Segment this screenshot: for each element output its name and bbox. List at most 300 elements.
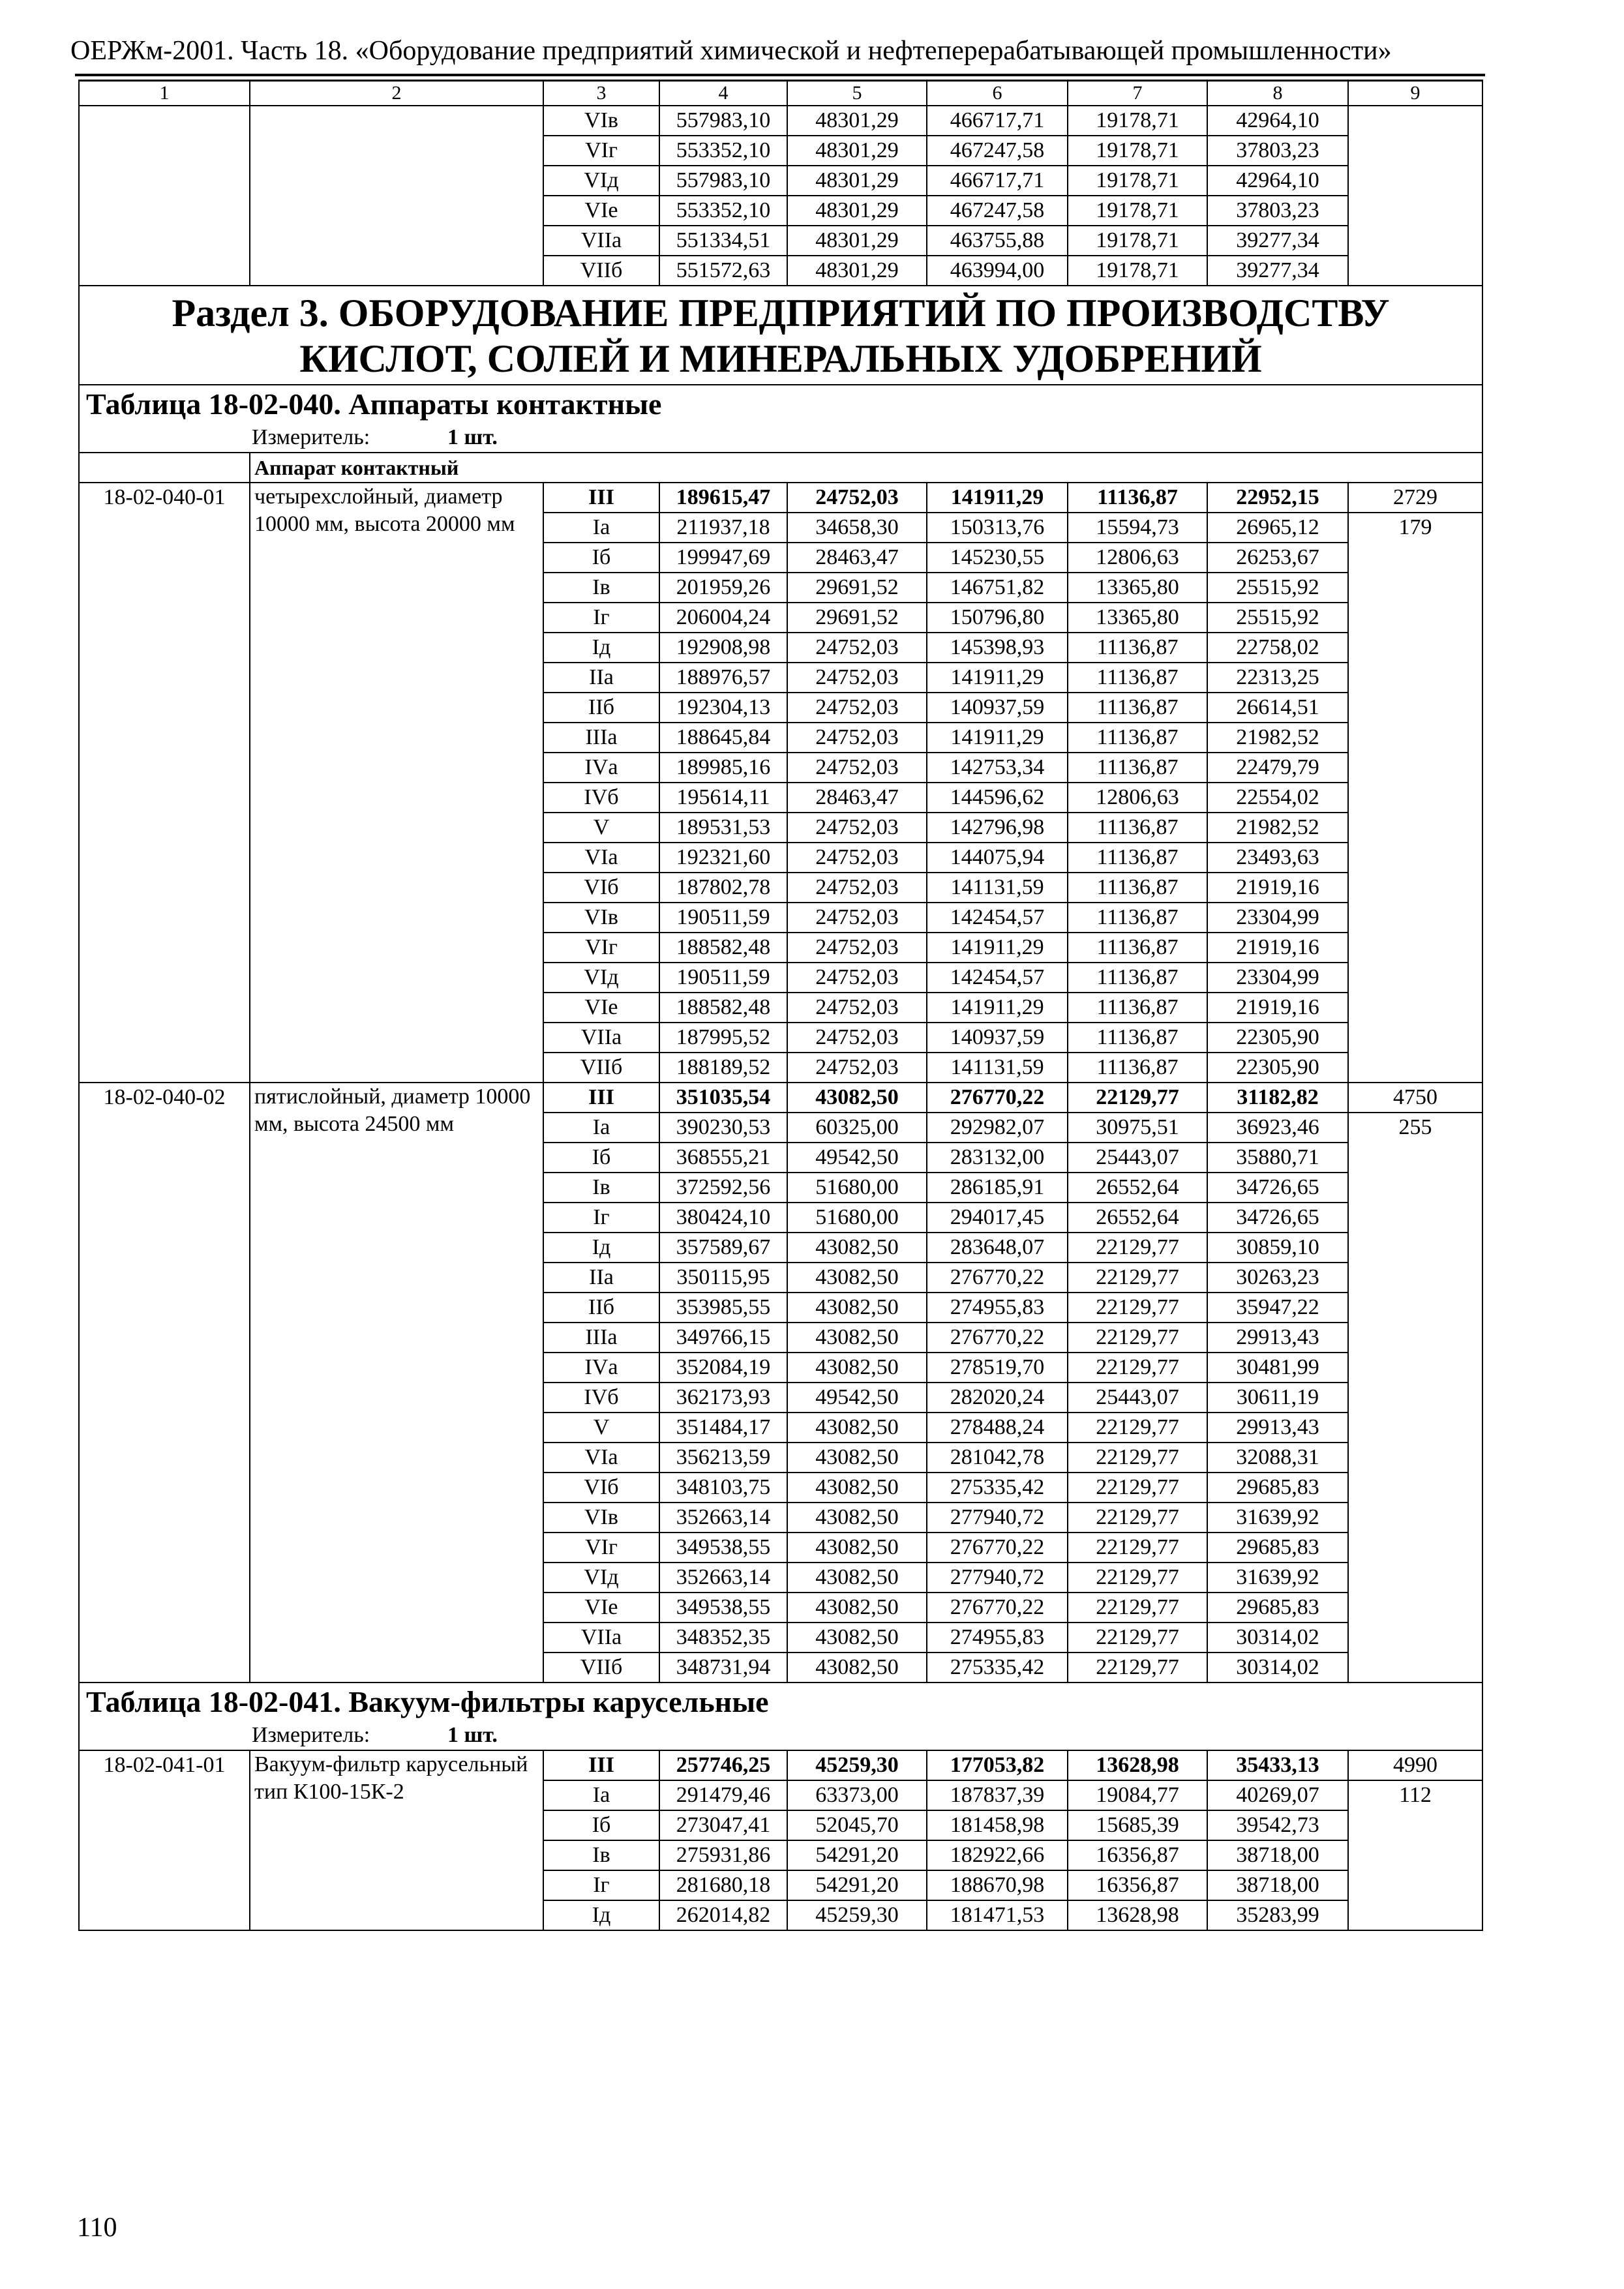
- price-value-cell: 35433,13: [1207, 1750, 1348, 1780]
- price-value-cell: 22129,77: [1068, 1503, 1207, 1533]
- price-value-cell: 11136,87: [1068, 753, 1207, 783]
- price-value-cell: 43082,50: [787, 1323, 927, 1353]
- price-value-cell: 368555,21: [659, 1143, 787, 1173]
- price-value-cell: 42964,10: [1207, 106, 1348, 136]
- price-value-cell: 276770,22: [927, 1593, 1068, 1623]
- price-value-cell: 45259,30: [787, 1900, 927, 1930]
- price-value-cell: 11136,87: [1068, 873, 1207, 903]
- price-value-cell: 25515,92: [1207, 573, 1348, 603]
- price-value-cell: 43082,50: [787, 1413, 927, 1443]
- price-value-cell: 31639,92: [1207, 1563, 1348, 1593]
- zone-code-cell: IVа: [543, 1353, 659, 1383]
- price-value-cell: 60325,00: [787, 1113, 927, 1143]
- column-number: 2: [250, 81, 543, 106]
- price-value-cell: 39542,73: [1207, 1810, 1348, 1840]
- price-value-cell: 11136,87: [1068, 723, 1207, 753]
- price-value-cell: 281042,78: [927, 1443, 1068, 1473]
- item-code-cell: 18-02-041-01: [79, 1750, 250, 1930]
- price-value-cell: 22305,90: [1207, 1023, 1348, 1053]
- price-value-cell: 187837,39: [927, 1780, 1068, 1810]
- price-value-cell: 12806,63: [1068, 543, 1207, 573]
- price-value-cell: 291479,46: [659, 1780, 787, 1810]
- price-value-cell: 11136,87: [1068, 663, 1207, 693]
- price-value-cell: 49542,50: [787, 1143, 927, 1173]
- price-value-cell: 142454,57: [927, 963, 1068, 993]
- table-title-row: [79, 1683, 1482, 1721]
- price-value-cell: 190511,59: [659, 903, 787, 933]
- zone-code-cell: Iд: [543, 1900, 659, 1930]
- price-value-cell: 348103,75: [659, 1473, 787, 1503]
- price-value-cell: 22313,25: [1207, 663, 1348, 693]
- zone-code-cell: Iа: [543, 513, 659, 543]
- price-value-cell: 48301,29: [787, 256, 927, 286]
- price-value-cell: 22129,77: [1068, 1353, 1207, 1383]
- price-value-cell: 24752,03: [787, 813, 927, 843]
- price-value-cell: 199947,69: [659, 543, 787, 573]
- price-value-cell: 43082,50: [787, 1473, 927, 1503]
- price-value-cell: 22129,77: [1068, 1533, 1207, 1563]
- price-value-cell: 26965,12: [1207, 513, 1348, 543]
- item-code-cell: 18-02-040-02: [79, 1083, 250, 1683]
- section-heading-row: [79, 286, 1482, 385]
- price-value-cell: 142796,98: [927, 813, 1068, 843]
- price-value-cell: 11136,87: [1068, 843, 1207, 873]
- price-value-cell: 274955,83: [927, 1623, 1068, 1653]
- price-value-cell: 29685,83: [1207, 1473, 1348, 1503]
- zone-code-cell: IIIа: [543, 1323, 659, 1353]
- price-value-cell: 29691,52: [787, 603, 927, 633]
- price-value-cell: 29913,43: [1207, 1323, 1348, 1353]
- price-value-cell: 29691,52: [787, 573, 927, 603]
- zone-code-cell: IIа: [543, 663, 659, 693]
- price-value-cell: 22129,77: [1068, 1233, 1207, 1263]
- price-table: [78, 80, 1483, 1931]
- price-value-cell: 141911,29: [927, 483, 1068, 513]
- price-value-cell: 276770,22: [927, 1263, 1068, 1293]
- price-value-cell: 257746,25: [659, 1750, 787, 1780]
- table-title: Таблица 18-02-040. Аппараты контактные: [79, 385, 1482, 423]
- zone-code-cell: Iа: [543, 1113, 659, 1143]
- price-value-cell: 275931,86: [659, 1840, 787, 1870]
- price-value-cell: 22129,77: [1068, 1443, 1207, 1473]
- price-value-cell: 11136,87: [1068, 903, 1207, 933]
- price-value-cell: 43082,50: [787, 1353, 927, 1383]
- price-value-cell: 380424,10: [659, 1203, 787, 1233]
- price-value-cell: 19178,71: [1068, 256, 1207, 286]
- price-value-cell: 349538,55: [659, 1533, 787, 1563]
- price-value-cell: 553352,10: [659, 196, 787, 226]
- price-value-cell: 16356,87: [1068, 1870, 1207, 1900]
- price-value-cell: 42964,10: [1207, 166, 1348, 196]
- table-row: [79, 106, 1482, 136]
- price-value-cell: 348352,35: [659, 1623, 787, 1653]
- price-value-cell: 19178,71: [1068, 106, 1207, 136]
- price-value-cell: 277940,72: [927, 1563, 1068, 1593]
- zone-code-cell: Iг: [543, 1870, 659, 1900]
- price-value-cell: 43082,50: [787, 1263, 927, 1293]
- zone-code-cell: IVб: [543, 1383, 659, 1413]
- price-value-cell: 54291,20: [787, 1840, 927, 1870]
- extra-value-cell: 4750: [1348, 1083, 1482, 1113]
- price-value-cell: 51680,00: [787, 1173, 927, 1203]
- zone-code-cell: VIб: [543, 873, 659, 903]
- price-value-cell: 24752,03: [787, 693, 927, 723]
- price-value-cell: 30611,19: [1207, 1383, 1348, 1413]
- price-value-cell: 192908,98: [659, 633, 787, 663]
- price-value-cell: 11136,87: [1068, 633, 1207, 663]
- price-value-cell: 22952,15: [1207, 483, 1348, 513]
- price-value-cell: 16356,87: [1068, 1840, 1207, 1870]
- item-description-cell: четырехслойный, диаметр 10000 мм, высота 20000 мм: [250, 483, 543, 1083]
- column-number: 6: [927, 81, 1068, 106]
- price-value-cell: 24752,03: [787, 1053, 927, 1083]
- unit-row: [79, 1721, 1482, 1750]
- price-value-cell: 22129,77: [1068, 1653, 1207, 1683]
- price-value-cell: 141911,29: [927, 933, 1068, 963]
- price-value-cell: 144596,62: [927, 783, 1068, 813]
- price-value-cell: 35283,99: [1207, 1900, 1348, 1930]
- price-value-cell: 43082,50: [787, 1443, 927, 1473]
- price-value-cell: 352663,14: [659, 1503, 787, 1533]
- price-value-cell: 12806,63: [1068, 783, 1207, 813]
- price-value-cell: 43082,50: [787, 1653, 927, 1683]
- zone-code-cell: VIIа: [543, 1023, 659, 1053]
- price-value-cell: 43082,50: [787, 1233, 927, 1263]
- zone-code-cell: VIIб: [543, 256, 659, 286]
- table-row: [79, 1750, 1482, 1780]
- price-value-cell: 294017,45: [927, 1203, 1068, 1233]
- price-value-cell: 19178,71: [1068, 166, 1207, 196]
- price-value-cell: 30314,02: [1207, 1653, 1348, 1683]
- price-value-cell: 39277,34: [1207, 256, 1348, 286]
- price-value-cell: 348731,94: [659, 1653, 787, 1683]
- price-value-cell: 31182,82: [1207, 1083, 1348, 1113]
- price-value-cell: 211937,18: [659, 513, 787, 543]
- price-value-cell: 283648,07: [927, 1233, 1068, 1263]
- item-code-cell: 18-02-040-01: [79, 483, 250, 1083]
- zone-code-cell: VIIб: [543, 1653, 659, 1683]
- price-value-cell: 351035,54: [659, 1083, 787, 1113]
- price-value-cell: 34726,65: [1207, 1203, 1348, 1233]
- unit-value: 1 шт.: [447, 1723, 498, 1747]
- column-number: 4: [659, 81, 787, 106]
- table-title-row: [79, 385, 1482, 423]
- price-value-cell: 43082,50: [787, 1593, 927, 1623]
- price-value-cell: 273047,41: [659, 1810, 787, 1840]
- price-value-cell: 43082,50: [787, 1503, 927, 1533]
- price-value-cell: 276770,22: [927, 1533, 1068, 1563]
- zone-code-cell: Iг: [543, 603, 659, 633]
- extra-value-cell: 255: [1348, 1113, 1482, 1683]
- price-value-cell: 40269,07: [1207, 1780, 1348, 1810]
- zone-code-cell: VIа: [543, 1443, 659, 1473]
- price-value-cell: 43082,50: [787, 1563, 927, 1593]
- price-value-cell: 23304,99: [1207, 963, 1348, 993]
- zone-code-cell: Iб: [543, 1143, 659, 1173]
- price-value-cell: 34658,30: [787, 513, 927, 543]
- column-number: 8: [1207, 81, 1348, 106]
- price-value-cell: 463755,88: [927, 226, 1068, 256]
- price-value-cell: 349538,55: [659, 1593, 787, 1623]
- price-value-cell: 356213,59: [659, 1443, 787, 1473]
- price-value-cell: 22129,77: [1068, 1083, 1207, 1113]
- price-value-cell: 141911,29: [927, 663, 1068, 693]
- price-value-cell: 177053,82: [927, 1750, 1068, 1780]
- price-value-cell: 292982,07: [927, 1113, 1068, 1143]
- price-value-cell: 35947,22: [1207, 1293, 1348, 1323]
- price-value-cell: 353985,55: [659, 1293, 787, 1323]
- price-value-cell: 551572,63: [659, 256, 787, 286]
- price-value-cell: 52045,70: [787, 1810, 927, 1840]
- price-value-cell: 141911,29: [927, 993, 1068, 1023]
- zone-code-cell: VIг: [543, 1533, 659, 1563]
- price-value-cell: 48301,29: [787, 196, 927, 226]
- price-value-cell: 142454,57: [927, 903, 1068, 933]
- price-value-cell: 141131,59: [927, 1053, 1068, 1083]
- zone-code-cell: Iв: [543, 1173, 659, 1203]
- zone-code-cell: VIа: [543, 843, 659, 873]
- price-value-cell: 187802,78: [659, 873, 787, 903]
- price-value-cell: 188670,98: [927, 1870, 1068, 1900]
- price-value-cell: 357589,67: [659, 1233, 787, 1263]
- price-value-cell: 22129,77: [1068, 1413, 1207, 1443]
- price-value-cell: 201959,26: [659, 573, 787, 603]
- price-value-cell: 188976,57: [659, 663, 787, 693]
- column-number: 9: [1348, 81, 1482, 106]
- price-value-cell: 553352,10: [659, 136, 787, 166]
- table-title: Таблица 18-02-041. Вакуум-фильтры карусельные: [79, 1683, 1482, 1721]
- price-value-cell: 63373,00: [787, 1780, 927, 1810]
- price-value-cell: 24752,03: [787, 663, 927, 693]
- price-value-cell: 352084,19: [659, 1353, 787, 1383]
- section-heading-line-1: Раздел 3. ОБОРУДОВАНИЕ ПРЕДПРИЯТИЙ ПО ПРОИЗВОДСТВУ: [172, 292, 1390, 335]
- price-value-cell: 26253,67: [1207, 543, 1348, 573]
- price-value-cell: 145398,93: [927, 633, 1068, 663]
- price-value-cell: 189985,16: [659, 753, 787, 783]
- extra-value-cell: 112: [1348, 1780, 1482, 1930]
- subheader-row: [79, 453, 1482, 483]
- price-value-cell: 24752,03: [787, 903, 927, 933]
- price-value-cell: 188582,48: [659, 993, 787, 1023]
- price-value-cell: 390230,53: [659, 1113, 787, 1143]
- price-value-cell: 11136,87: [1068, 1023, 1207, 1053]
- column-number: 1: [79, 81, 250, 106]
- zone-code-cell: VIе: [543, 196, 659, 226]
- price-value-cell: 22129,77: [1068, 1473, 1207, 1503]
- price-value-cell: 19084,77: [1068, 1780, 1207, 1810]
- item-description-cell: пятислойный, диаметр 10000 мм, высота 24500 мм: [250, 1083, 543, 1683]
- price-value-cell: 150796,80: [927, 603, 1068, 633]
- price-value-cell: 277940,72: [927, 1503, 1068, 1533]
- price-value-cell: 29913,43: [1207, 1413, 1348, 1443]
- zone-code-cell: V: [543, 813, 659, 843]
- price-value-cell: 30859,10: [1207, 1233, 1348, 1263]
- price-value-cell: 182922,66: [927, 1840, 1068, 1870]
- price-value-cell: 11136,87: [1068, 813, 1207, 843]
- zone-code-cell: VIб: [543, 1473, 659, 1503]
- price-value-cell: 187995,52: [659, 1023, 787, 1053]
- price-value-cell: 25443,07: [1068, 1383, 1207, 1413]
- price-value-cell: 141911,29: [927, 723, 1068, 753]
- price-value-cell: 11136,87: [1068, 993, 1207, 1023]
- item-description-cell: Вакуум-фильтр карусельный тип К100-15К-2: [250, 1750, 543, 1930]
- price-value-cell: 19178,71: [1068, 226, 1207, 256]
- empty-code-cell: [79, 106, 250, 286]
- price-value-cell: 22758,02: [1207, 633, 1348, 663]
- price-value-cell: 350115,95: [659, 1263, 787, 1293]
- price-value-cell: 275335,42: [927, 1473, 1068, 1503]
- price-value-cell: 21919,16: [1207, 873, 1348, 903]
- zone-code-cell: IIб: [543, 1293, 659, 1323]
- price-value-cell: 463994,00: [927, 256, 1068, 286]
- price-value-cell: 551334,51: [659, 226, 787, 256]
- price-value-cell: 351484,17: [659, 1413, 787, 1443]
- price-value-cell: 188582,48: [659, 933, 787, 963]
- price-value-cell: 48301,29: [787, 106, 927, 136]
- zone-code-cell: VIг: [543, 933, 659, 963]
- price-table-sheet: [78, 80, 1482, 1931]
- price-value-cell: 467247,58: [927, 136, 1068, 166]
- zone-code-cell: VIIб: [543, 1053, 659, 1083]
- price-value-cell: 35880,71: [1207, 1143, 1348, 1173]
- zone-code-cell: IIа: [543, 1263, 659, 1293]
- price-value-cell: 274955,83: [927, 1293, 1068, 1323]
- price-value-cell: 349766,15: [659, 1323, 787, 1353]
- price-value-cell: 188189,52: [659, 1053, 787, 1083]
- zone-code-cell: IVа: [543, 753, 659, 783]
- zone-code-cell: Iа: [543, 1780, 659, 1810]
- price-value-cell: 13365,80: [1068, 573, 1207, 603]
- zone-code-cell: VIд: [543, 166, 659, 196]
- price-value-cell: 22129,77: [1068, 1293, 1207, 1323]
- price-value-cell: 22129,77: [1068, 1593, 1207, 1623]
- price-value-cell: 189531,53: [659, 813, 787, 843]
- price-value-cell: 43082,50: [787, 1083, 927, 1113]
- price-value-cell: 22129,77: [1068, 1563, 1207, 1593]
- price-value-cell: 23493,63: [1207, 843, 1348, 873]
- price-value-cell: 26614,51: [1207, 693, 1348, 723]
- price-value-cell: 141131,59: [927, 873, 1068, 903]
- price-value-cell: 22479,79: [1207, 753, 1348, 783]
- extra-value-cell: 2729: [1348, 483, 1482, 513]
- price-value-cell: 22305,90: [1207, 1053, 1348, 1083]
- price-value-cell: 38718,00: [1207, 1840, 1348, 1870]
- zone-code-cell: Iб: [543, 543, 659, 573]
- price-value-cell: 24752,03: [787, 993, 927, 1023]
- price-value-cell: 188645,84: [659, 723, 787, 753]
- price-value-cell: 276770,22: [927, 1083, 1068, 1113]
- price-value-cell: 19178,71: [1068, 196, 1207, 226]
- zone-code-cell: IVб: [543, 783, 659, 813]
- zone-code-cell: VIIа: [543, 1623, 659, 1653]
- empty-extra-cell: [1348, 106, 1482, 286]
- column-number: 7: [1068, 81, 1207, 106]
- price-value-cell: 181471,53: [927, 1900, 1068, 1930]
- price-value-cell: 24752,03: [787, 873, 927, 903]
- page-number: 110: [77, 2213, 117, 2243]
- price-value-cell: 192304,13: [659, 693, 787, 723]
- price-value-cell: 262014,82: [659, 1900, 787, 1930]
- price-value-cell: 192321,60: [659, 843, 787, 873]
- price-value-cell: 11136,87: [1068, 933, 1207, 963]
- zone-code-cell: IIIа: [543, 723, 659, 753]
- price-value-cell: 21982,52: [1207, 723, 1348, 753]
- price-value-cell: 43082,50: [787, 1533, 927, 1563]
- group-subheader: Аппарат контактный: [250, 453, 1482, 483]
- zone-code-cell: Iв: [543, 573, 659, 603]
- price-value-cell: 140937,59: [927, 1023, 1068, 1053]
- price-value-cell: 283132,00: [927, 1143, 1068, 1173]
- price-value-cell: 286185,91: [927, 1173, 1068, 1203]
- price-value-cell: 557983,10: [659, 166, 787, 196]
- price-value-cell: 51680,00: [787, 1203, 927, 1233]
- price-value-cell: 276770,22: [927, 1323, 1068, 1353]
- empty-description-cell: [250, 106, 543, 286]
- zone-code-cell: III: [543, 1750, 659, 1780]
- price-value-cell: 30481,99: [1207, 1353, 1348, 1383]
- price-value-cell: 281680,18: [659, 1870, 787, 1900]
- price-value-cell: 37803,23: [1207, 136, 1348, 166]
- price-value-cell: 181458,98: [927, 1810, 1068, 1840]
- unit-line: [79, 423, 1482, 453]
- price-value-cell: 15685,39: [1068, 1810, 1207, 1840]
- running-header: ОЕРЖм-2001. Часть 18. «Оборудование предприятий химической и нефтеперерабатывающей промышленности»: [70, 36, 1392, 66]
- price-value-cell: 146751,82: [927, 573, 1068, 603]
- price-value-cell: 189615,47: [659, 483, 787, 513]
- price-value-cell: 24752,03: [787, 753, 927, 783]
- zone-code-cell: Iб: [543, 1810, 659, 1840]
- column-number-row: [79, 81, 1482, 106]
- unit-row: [79, 423, 1482, 453]
- price-value-cell: 54291,20: [787, 1870, 927, 1900]
- price-value-cell: 28463,47: [787, 543, 927, 573]
- zone-code-cell: VIв: [543, 106, 659, 136]
- price-value-cell: 206004,24: [659, 603, 787, 633]
- header-rule: [75, 74, 1485, 76]
- unit-label: Измеритель:: [252, 1723, 370, 1747]
- price-value-cell: 43082,50: [787, 1623, 927, 1653]
- price-value-cell: 13628,98: [1068, 1750, 1207, 1780]
- zone-code-cell: VIв: [543, 1503, 659, 1533]
- price-value-cell: 24752,03: [787, 483, 927, 513]
- price-value-cell: 467247,58: [927, 196, 1068, 226]
- price-value-cell: 48301,29: [787, 166, 927, 196]
- zone-code-cell: VIIа: [543, 226, 659, 256]
- price-value-cell: 24752,03: [787, 963, 927, 993]
- price-value-cell: 278519,70: [927, 1353, 1068, 1383]
- price-value-cell: 49542,50: [787, 1383, 927, 1413]
- price-value-cell: 21919,16: [1207, 993, 1348, 1023]
- price-value-cell: 557983,10: [659, 106, 787, 136]
- table-row: [79, 483, 1482, 513]
- zone-code-cell: Iд: [543, 1233, 659, 1263]
- price-value-cell: 29685,83: [1207, 1533, 1348, 1563]
- price-value-cell: 30975,51: [1068, 1113, 1207, 1143]
- price-value-cell: 36923,46: [1207, 1113, 1348, 1143]
- zone-code-cell: VIд: [543, 1563, 659, 1593]
- price-value-cell: 39277,34: [1207, 226, 1348, 256]
- price-value-cell: 29685,83: [1207, 1593, 1348, 1623]
- zone-code-cell: III: [543, 1083, 659, 1113]
- price-value-cell: 26552,64: [1068, 1173, 1207, 1203]
- price-value-cell: 25515,92: [1207, 603, 1348, 633]
- unit-line: [79, 1721, 1482, 1750]
- section-heading-line-2: КИСЛОТ, СОЛЕЙ И МИНЕРАЛЬНЫХ УДОБРЕНИЙ: [299, 337, 1262, 380]
- price-value-cell: 195614,11: [659, 783, 787, 813]
- zone-code-cell: Iв: [543, 1840, 659, 1870]
- price-value-cell: 13628,98: [1068, 1900, 1207, 1930]
- price-value-cell: 142753,34: [927, 753, 1068, 783]
